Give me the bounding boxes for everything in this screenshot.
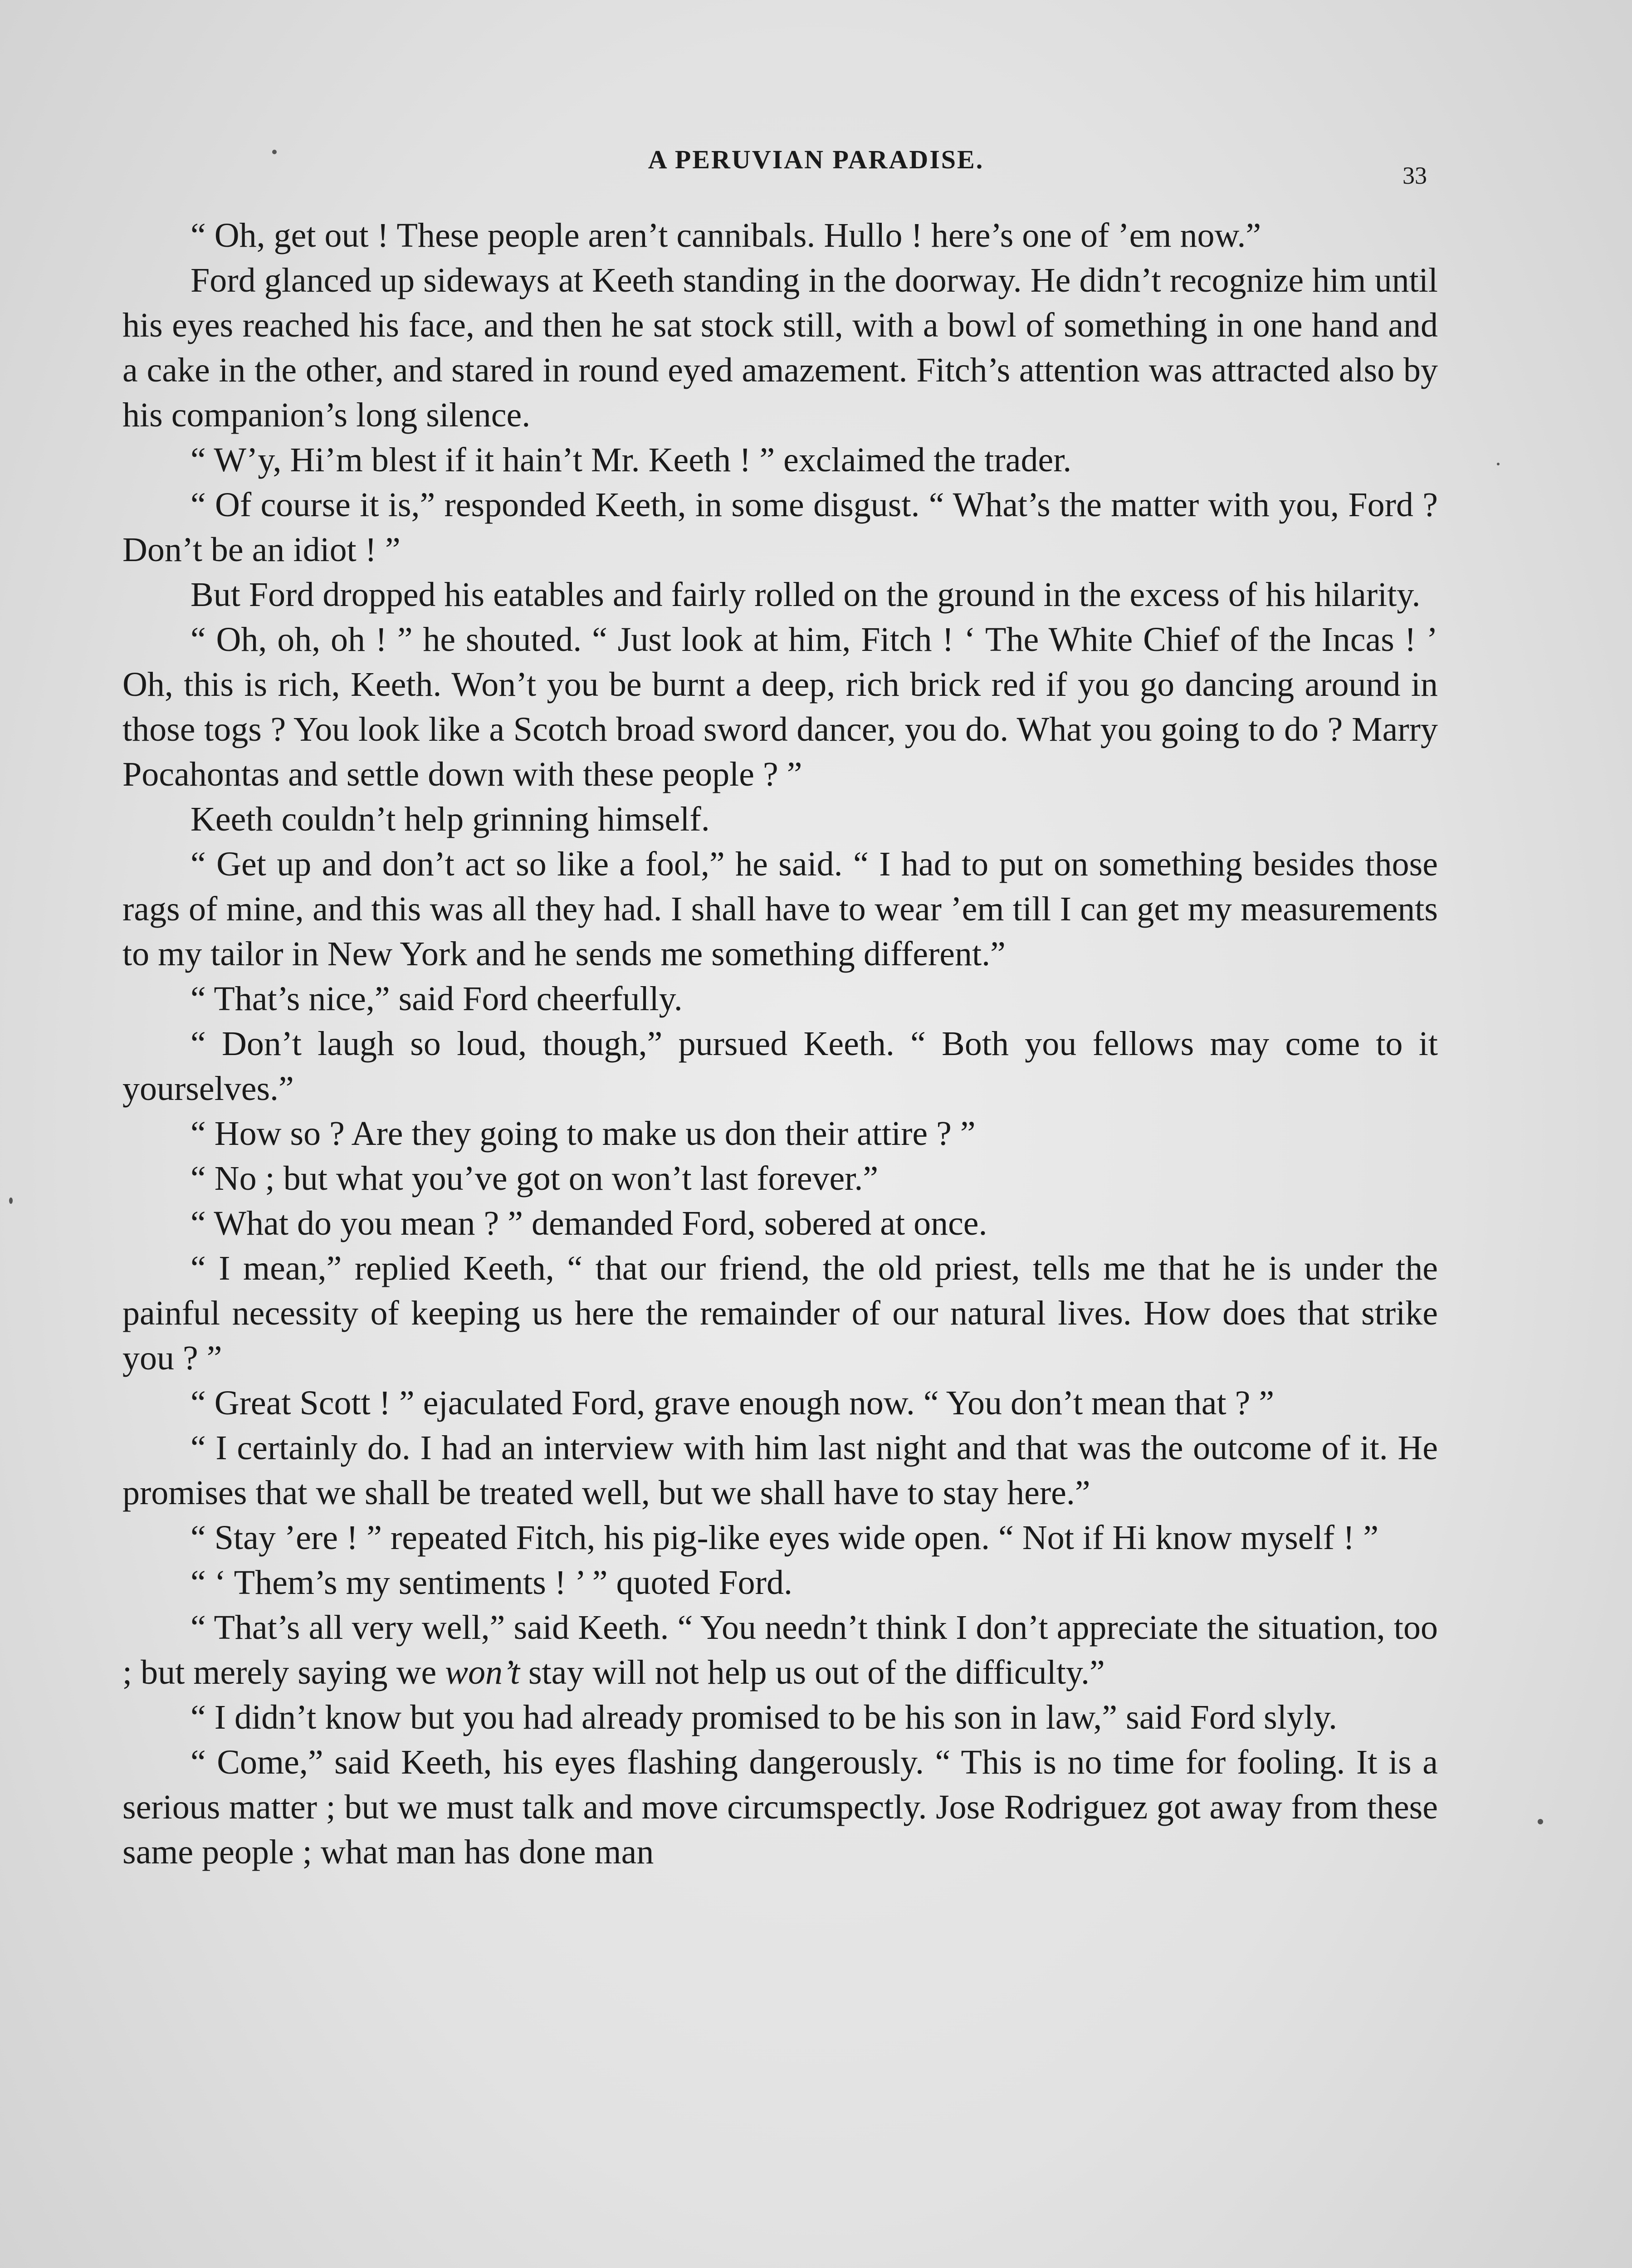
print-speck: [1497, 463, 1500, 465]
paragraph-text: stay will not help us out of the difficulty.”: [519, 1653, 1105, 1691]
print-speck: [1538, 1819, 1543, 1824]
paragraph: “ Of course it is,” responded Keeth, in some disgust. “ What’s the matter with you, Ford ? Don’t be an idiot ! ”: [122, 486, 1438, 569]
paragraph-with-emphasis: [122, 1605, 1438, 1695]
emphasized-word: won’t: [445, 1653, 520, 1691]
page-number: 33: [1402, 162, 1427, 189]
paragraph: “ Oh, oh, oh ! ” he shouted. “ Just look at him, Fitch ! ‘ The White Chief of the Incas ! ’ Oh, this is rich, Keeth. Won’t you be burnt a deep, rich brick red if you go dancing around in those togs ? You look like a Scotch broad sword dancer, you do. What you going to do ? Marry Pocahontas and settle down with these people ? ”: [122, 621, 1438, 793]
paragraph: Ford glanced up sideways at Keeth standing in the doorway. He didn’t recognize him until his eyes reached his face, and then he sat stock still, with a bowl of something in one hand and a cake in the other, and stared in round eyed amazement. Fitch’s attention was attracted also by his companion’s long silence.: [122, 261, 1438, 434]
paragraph: “ Come,” said Keeth, his eyes flashing dangerously. “ This is no time for fooling. It is a serious matter ; but we must talk and move circumspectly. Jose Rodriguez got away from these same people ; what man has done man: [122, 1743, 1438, 1871]
running-title: A PERUVIAN PARADISE.: [648, 145, 984, 174]
paragraph: “ Stay ’ere ! ” repeated Fitch, his pig-like eyes wide open. “ Not if Hi know myself ! ”: [191, 1519, 1379, 1557]
paragraph: “ I didn’t know but you had already promised to be his son in law,” said Ford slyly.: [191, 1698, 1338, 1736]
paragraph: “ I mean,” replied Keeth, “ that our friend, the old priest, tells me that he is under the painful necessity of keeping us here the remainder of our natural lives. How does that strike you ? ”: [122, 1249, 1438, 1377]
paragraph: But Ford dropped his eatables and fairly rolled on the ground in the excess of his hilarity.: [191, 576, 1421, 614]
paragraph: “ I certainly do. I had an interview with him last night and that was the outcome of it. He promises that we shall be treated well, but we shall have to stay here.”: [122, 1429, 1438, 1512]
paragraph: “ Get up and don’t act so like a fool,” he said. “ I had to put on something besides those rags of mine, and this was all they had. I shall have to wear ’em till I can get my measurements to my tailor in New York and he sends me something different.”: [122, 845, 1438, 973]
paragraph: “ W’y, Hi’m blest if it hain’t Mr. Keeth ! ” exclaimed the trader.: [191, 441, 1072, 479]
paragraph: “ ‘ Them’s my sentiments ! ’ ” quoted Ford.: [191, 1564, 792, 1602]
paragraph: “ That’s nice,” said Ford cheerfully.: [191, 980, 683, 1018]
paragraph: “ Great Scott ! ” ejaculated Ford, grave enough now. “ You don’t mean that ? ”: [191, 1384, 1275, 1422]
body-text: [122, 213, 1438, 1875]
paragraph: “ How so ? Are they going to make us don their attire ? ”: [191, 1114, 976, 1153]
paragraph-text: “ That’s all very well,” said Keeth. “ You needn’t think I don’t appreciate the situation, too ; but merely saying we: [122, 1608, 1438, 1691]
paragraph: “ Don’t laugh so loud, though,” pursued Keeth. “ Both you fellows may come to it yourselves.”: [122, 1025, 1438, 1108]
print-speck: [272, 150, 277, 154]
print-speck: [9, 1198, 13, 1204]
paragraph: Keeth couldn’t help grinning himself.: [191, 800, 710, 838]
paragraph: “ Oh, get out ! These people aren’t cannibals. Hullo ! here’s one of ’em now.”: [191, 216, 1261, 254]
paragraph: “ No ; but what you’ve got on won’t last forever.”: [191, 1159, 879, 1198]
paragraph: “ What do you mean ? ” demanded Ford, sobered at once.: [191, 1204, 987, 1242]
